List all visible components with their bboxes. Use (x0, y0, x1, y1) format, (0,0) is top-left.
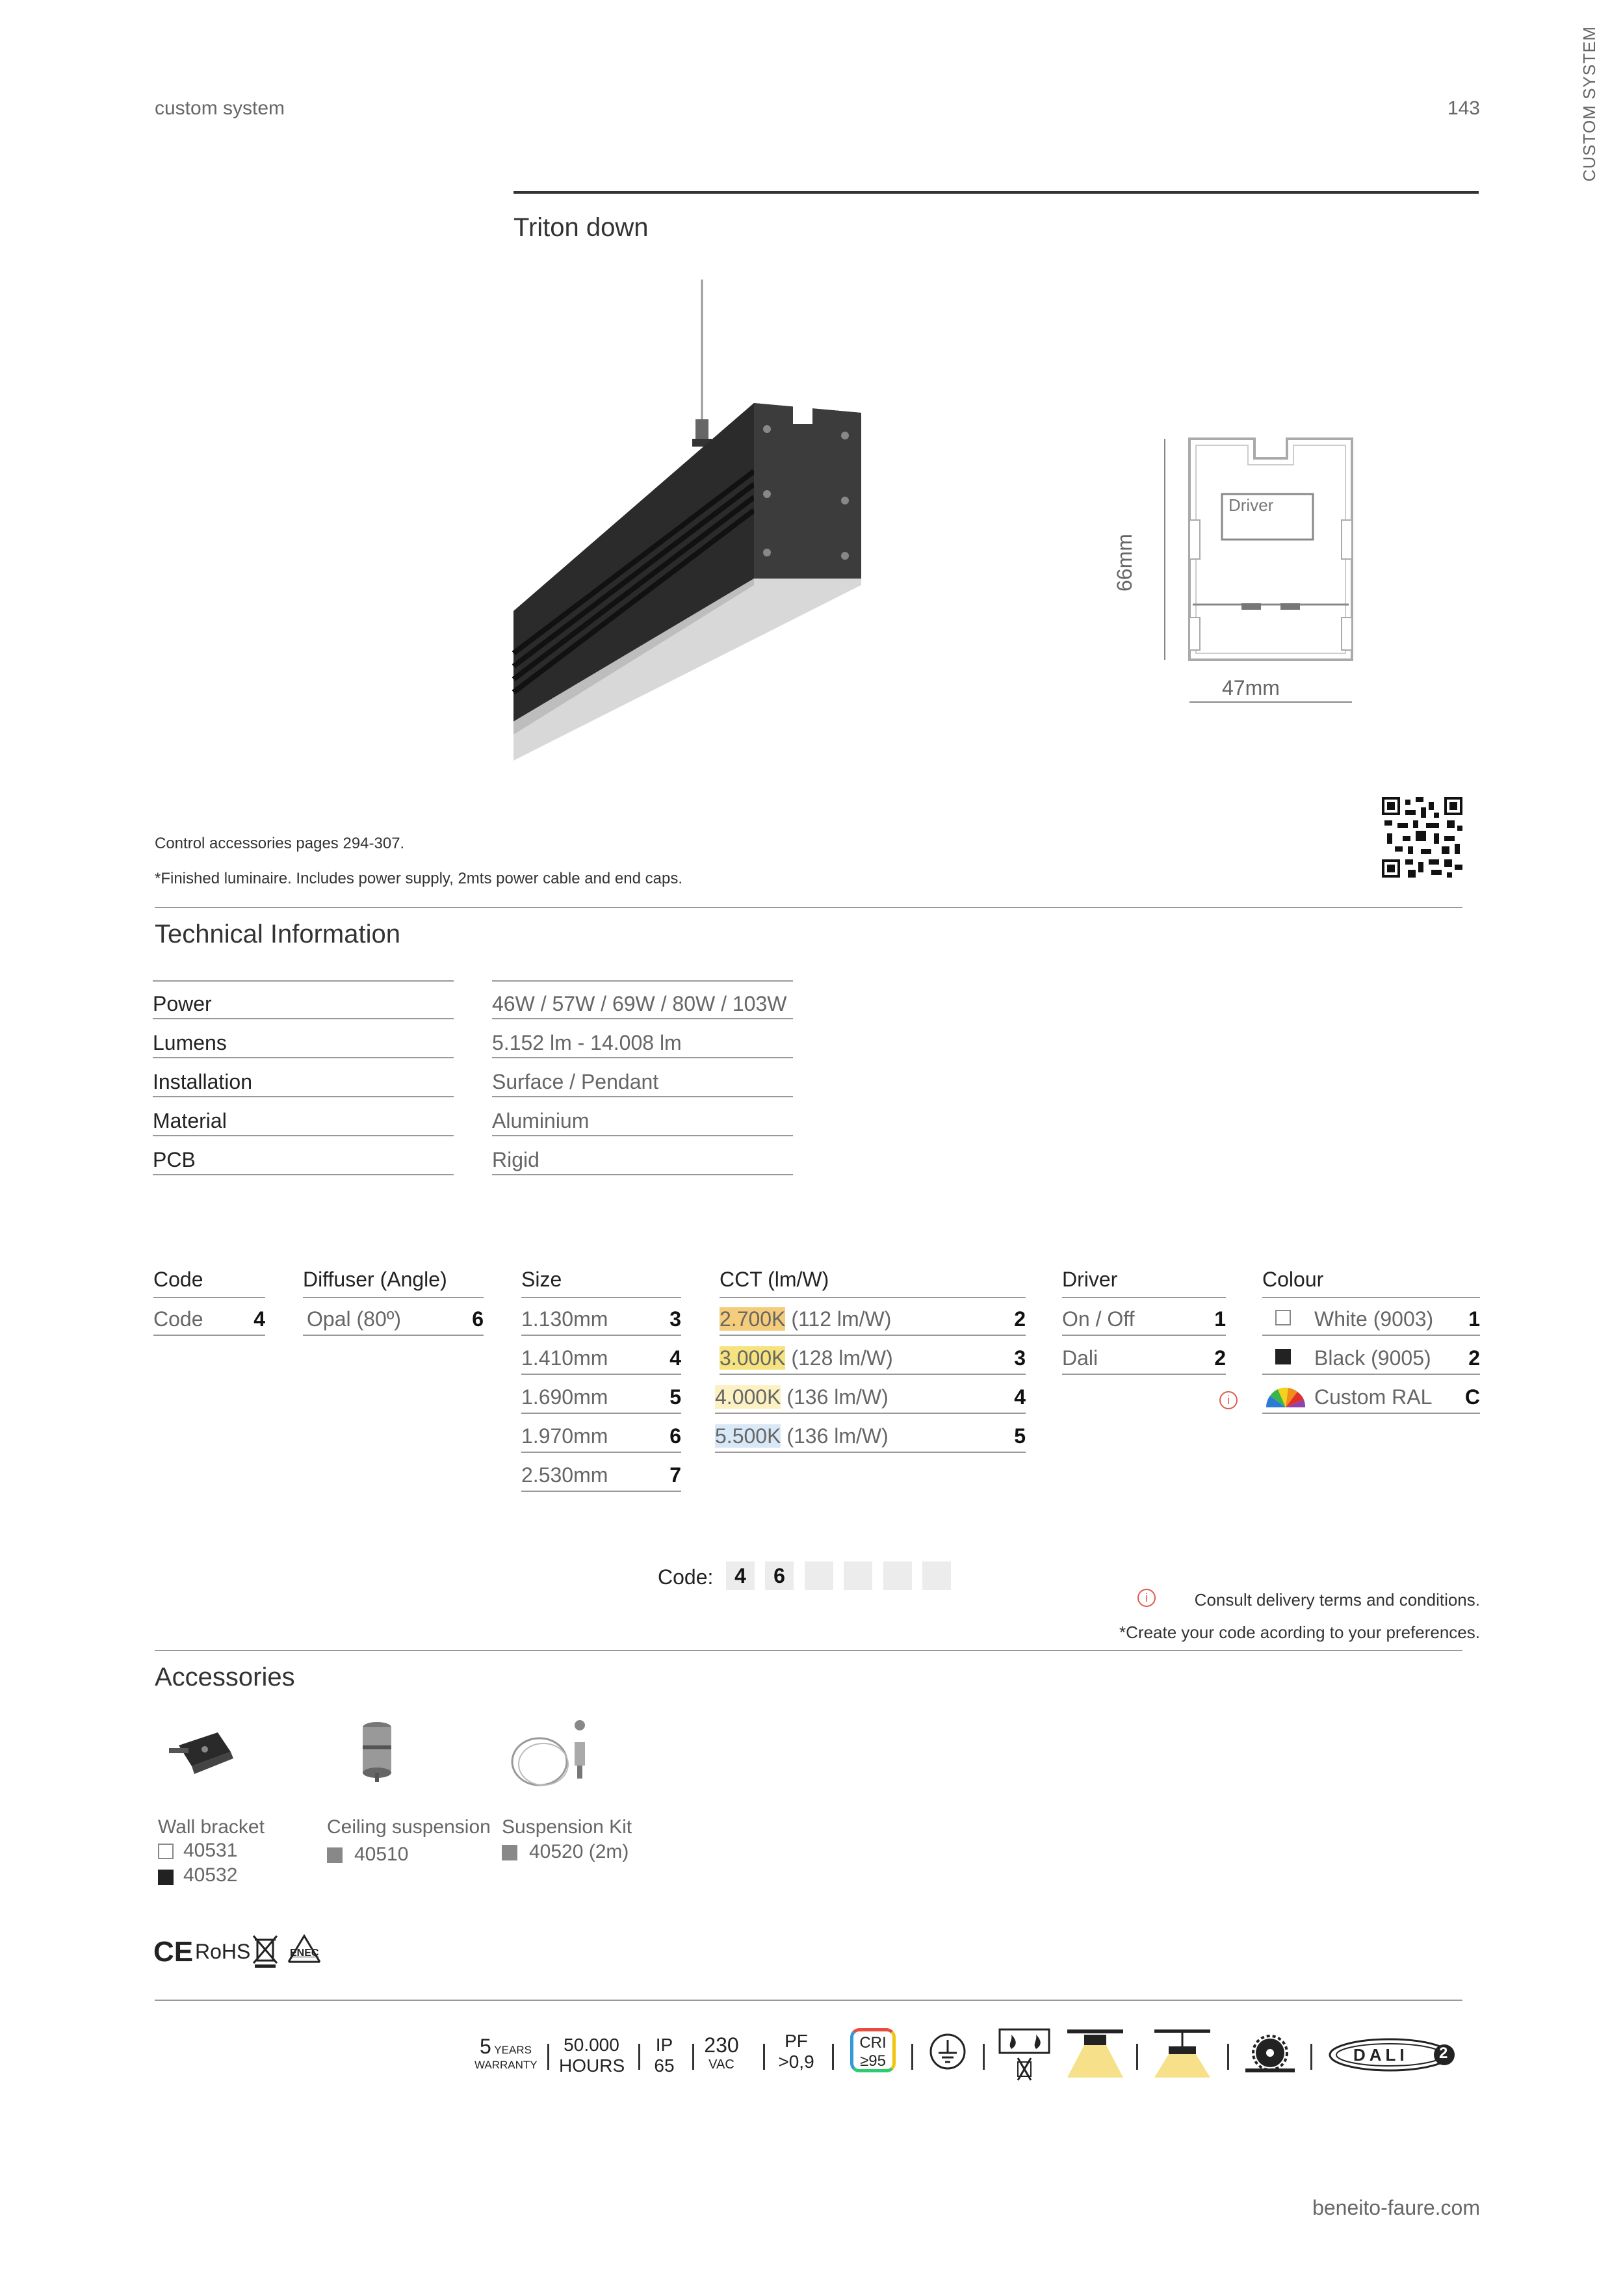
accessory-name: Ceiling suspension (327, 1816, 491, 1838)
option-label: Custom RAL (1314, 1385, 1433, 1409)
fire-rating-icon (998, 2028, 1050, 2083)
vac-badge (699, 2033, 744, 2072)
accessory-name: Wall bracket (158, 1816, 265, 1838)
rohs-mark: RoHS (195, 1940, 251, 1963)
pf-label: PF (785, 2031, 808, 2051)
driver-list (1062, 1297, 1226, 1375)
diffuser-header: Diffuser (Angle) (303, 1268, 447, 1291)
cct-efficacy: (136 lm/W) (786, 1424, 889, 1448)
cct-header: CCT (lm/W) (720, 1268, 829, 1291)
pf-badge (773, 2031, 819, 2072)
option-label: Opal (80º) (307, 1307, 402, 1331)
option-label: 1.410mm (521, 1346, 608, 1370)
accessories-title: Accessories (155, 1663, 295, 1691)
option-row[interactable] (521, 1453, 681, 1492)
code-digit[interactable] (883, 1561, 912, 1590)
luminaire-image (507, 280, 871, 774)
code-builder-label: Code: (658, 1565, 714, 1589)
code-digit[interactable] (922, 1561, 951, 1590)
option-row[interactable] (1262, 1336, 1480, 1375)
cct-list (715, 1297, 1026, 1453)
tech-label: Material (153, 1109, 227, 1132)
earth-ground-icon (928, 2032, 967, 2071)
cct-efficacy: (128 lm/W) (791, 1346, 893, 1370)
option-row[interactable] (715, 1297, 1026, 1336)
cutting-saw-icon (1244, 2031, 1296, 2076)
tech-value: Aluminium (492, 1109, 590, 1132)
colour-header: Colour (1262, 1268, 1324, 1291)
tech-row (153, 980, 803, 1019)
option-code: 2 (1468, 1346, 1480, 1370)
tech-label: Lumens (153, 1031, 227, 1054)
section-divider (155, 2000, 1462, 2001)
consult-note: Consult delivery terms and conditions. (1194, 1590, 1480, 1610)
option-row[interactable] (521, 1414, 681, 1453)
accessory-name: Suspension Kit (502, 1816, 632, 1838)
black-swatch (1275, 1349, 1291, 1364)
cct-swatch-label: 4.000K (715, 1385, 781, 1409)
cct-efficacy: (136 lm/W) (786, 1385, 889, 1409)
option-code: 5 (669, 1385, 681, 1409)
accessory-swatch (158, 1870, 174, 1885)
title-rule (513, 191, 1479, 194)
create-note: *Create your code acording to your preferences. (1119, 1623, 1480, 1642)
option-label: Black (9005) (1314, 1346, 1431, 1370)
option-code: 4 (669, 1346, 681, 1370)
cri-badge (850, 2028, 896, 2072)
tech-label: Installation (153, 1070, 252, 1093)
weee-bin-icon (252, 1933, 278, 1968)
vac-word: VAC (708, 2057, 734, 2072)
option-code: 1 (1468, 1307, 1480, 1331)
tech-row (153, 1097, 803, 1136)
option-code: 5 (1014, 1424, 1026, 1448)
warranty-num: 5 (480, 2035, 491, 2058)
code-digit[interactable] (844, 1561, 872, 1590)
accessory-ref: 40532 (183, 1864, 238, 1886)
option-label: 1.970mm (521, 1424, 608, 1448)
tech-label: PCB (153, 1148, 196, 1171)
finished-note: *Finished luminaire. Includes power supply, 2mts power cable and end caps. (155, 870, 682, 887)
option-code: 6 (472, 1307, 484, 1331)
tech-row (153, 1136, 803, 1175)
option-row[interactable] (1262, 1297, 1480, 1336)
option-row[interactable] (715, 1414, 1026, 1453)
option-code: 7 (669, 1463, 681, 1487)
colour-list (1262, 1297, 1480, 1414)
option-label (720, 1307, 891, 1331)
option-row[interactable] (715, 1336, 1026, 1375)
hours-word: HOURS (559, 2055, 625, 2076)
section-divider (155, 1650, 1462, 1651)
ip-value: 65 (654, 2055, 675, 2076)
tech-value: 46W / 57W / 69W / 80W / 103W (492, 992, 787, 1015)
width-dimension: 47mm (1222, 676, 1280, 699)
tech-value: Surface / Pendant (492, 1070, 659, 1093)
pendant-mount-icon (1153, 2028, 1212, 2080)
suspension-kit-image (507, 1716, 604, 1794)
option-label (720, 1346, 893, 1370)
option-label: 2.530mm (521, 1463, 608, 1487)
section-divider (155, 907, 1462, 908)
cct-swatch-label: 3.000K (720, 1346, 786, 1370)
option-row[interactable] (521, 1297, 681, 1336)
vac-num: 230 (704, 2033, 739, 2057)
hours-num: 50.000 (564, 2035, 619, 2055)
height-dimension-text: 66mm (1113, 534, 1136, 592)
enec-mark (286, 1933, 322, 1964)
option-code: 3 (1014, 1346, 1026, 1370)
dali-version: 2 (1439, 2044, 1448, 2062)
option-row[interactable] (521, 1336, 681, 1375)
option-row[interactable] (715, 1375, 1026, 1414)
side-section-label (1570, 26, 1609, 182)
option-code: 3 (669, 1307, 681, 1331)
cct-swatch-label: 2.700K (720, 1307, 786, 1331)
option-code: 1 (1214, 1307, 1226, 1331)
accessory-ref: 40520 (2m) (529, 1841, 629, 1862)
option-code: 2 (1214, 1346, 1226, 1370)
side-section-text: CUSTOM SYSTEM (1579, 26, 1599, 182)
ce-mark: CE (153, 1936, 194, 1968)
tech-label: Power (153, 992, 212, 1015)
size-header: Size (521, 1268, 562, 1291)
info-icon[interactable]: i (1219, 1391, 1238, 1409)
option-code: 6 (669, 1424, 681, 1448)
tech-value: 5.152 lm - 14.008 lm (492, 1031, 682, 1054)
tech-row (153, 1019, 803, 1058)
accessory-ref: 40510 (354, 1844, 409, 1865)
tech-row (153, 1058, 803, 1097)
cct-swatch-label: 5.500K (715, 1424, 781, 1448)
tech-value: Rigid (492, 1148, 539, 1171)
footer-url[interactable]: beneito-faure.com (1312, 2196, 1480, 2219)
option-label: On / Off (1062, 1307, 1135, 1331)
warranty-badge (474, 2035, 537, 2072)
driver-header: Driver (1062, 1268, 1118, 1291)
control-note: Control accessories pages 294-307. (155, 835, 405, 852)
warranty-word: WARRANTY (474, 2059, 538, 2071)
code-header: Code (153, 1268, 203, 1291)
code-digit[interactable]: 4 (726, 1561, 755, 1590)
option-row[interactable] (1262, 1375, 1480, 1414)
dali-badge (1327, 2037, 1457, 2072)
ceiling-suspension-image (357, 1719, 396, 1784)
enec-text: ENEC (290, 1948, 319, 1959)
option-label: Code (153, 1307, 203, 1331)
technical-title: Technical Information (155, 920, 400, 948)
option-code: 2 (1014, 1307, 1026, 1331)
height-dimension (1113, 534, 1152, 598)
white-swatch (1275, 1310, 1291, 1325)
option-row[interactable] (1062, 1297, 1226, 1336)
ral-fan-icon (1264, 1381, 1308, 1409)
accessory-ref: 40531 (183, 1840, 238, 1861)
option-label: 1.690mm (521, 1385, 608, 1409)
option-row[interactable] (521, 1375, 681, 1414)
dali-text: DALI (1353, 2045, 1409, 2065)
hours-badge (559, 2035, 624, 2076)
size-list (521, 1297, 681, 1492)
cri-label: CRI (859, 2034, 887, 2052)
option-label: 1.130mm (521, 1307, 608, 1331)
option-code: C (1464, 1385, 1480, 1409)
option-row[interactable] (303, 1297, 484, 1336)
option-label (715, 1424, 889, 1448)
accessory-swatch (502, 1845, 517, 1860)
warranty-years: YEARS (494, 2044, 532, 2056)
cri-value: ≥95 (860, 2052, 886, 2070)
accessory-swatch (158, 1844, 174, 1859)
cct-efficacy: (112 lm/W) (791, 1307, 892, 1331)
features-row (474, 2028, 1469, 2100)
option-label (715, 1385, 889, 1409)
code-digit[interactable]: 6 (765, 1561, 794, 1590)
option-label: White (9003) (1314, 1307, 1434, 1331)
code-digit[interactable] (805, 1561, 833, 1590)
option-row[interactable] (153, 1297, 265, 1336)
section-label: custom system (155, 98, 285, 119)
qr-code[interactable] (1382, 797, 1462, 878)
option-code: 4 (253, 1307, 265, 1331)
wall-bracket-image (166, 1726, 237, 1778)
accessory-swatch (327, 1847, 343, 1863)
info-icon[interactable]: i (1137, 1589, 1156, 1607)
option-code: 4 (1014, 1385, 1026, 1409)
option-label: Dali (1062, 1346, 1098, 1370)
page-number: 143 (1447, 98, 1480, 119)
ip-label: IP (655, 2035, 673, 2055)
cross-section-diagram (1118, 429, 1365, 715)
option-row[interactable] (1062, 1336, 1226, 1375)
product-title: Triton down (513, 213, 649, 242)
driver-label: Driver (1228, 495, 1274, 515)
pf-value: >0,9 (778, 2052, 814, 2072)
surface-mount-icon (1066, 2028, 1124, 2080)
ip-badge (645, 2035, 684, 2076)
